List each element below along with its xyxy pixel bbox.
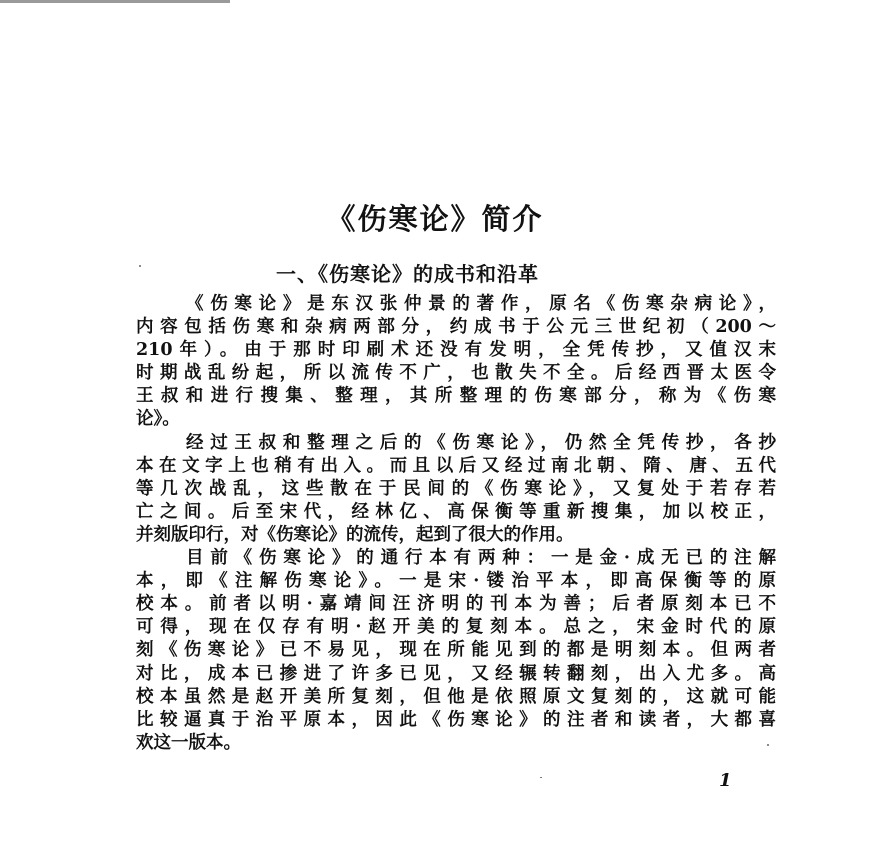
- scan-speck: [767, 744, 769, 746]
- text-line: 可得，现在仅存有明·赵开美的复刻本。总之，宋金时代的原: [136, 617, 776, 638]
- text-line: 校本虽然是赵开美所复刻，但他是依照原文复刻的，这就可能: [136, 686, 776, 707]
- body-text: [136, 293, 776, 755]
- text-line: 目前《伤寒论》的通行本有两种：一是金·成无已的注解: [186, 548, 776, 569]
- text-line: 210年）。由于那时印刷术还没有发明，全凭传抄，又值汉末: [136, 340, 776, 361]
- text-line: 论》。: [136, 409, 180, 430]
- text-line: 等几次战乱，这些散在于民间的《伤寒论》，又复处于若存若: [136, 478, 776, 499]
- page-title: 《伤寒论》简介: [326, 202, 544, 236]
- page-number: 1: [719, 770, 732, 791]
- scan-speck: [540, 777, 542, 778]
- text-line: 王叔和进行搜集、整理，其所整理的伤寒部分，称为《伤寒: [136, 386, 776, 407]
- text-line: 比较逼真于治平原本，因此《伤寒论》的注者和读者，大都喜: [136, 709, 776, 730]
- text-line: 时期战乱纷起，所以流传不广，也散失不全。后经西晋太医令: [136, 363, 776, 384]
- text-line: 欢这一版本。: [136, 732, 241, 753]
- scan-speck: [139, 265, 141, 267]
- section-heading: 一、《伤寒论》的成书和沿革: [276, 262, 539, 286]
- text-line: 经过王叔和整理之后的《伤寒论》，仍然全凭传抄，各抄: [186, 432, 776, 453]
- text-line: 本在文字上也稍有出入。而且以后又经过南北朝、隋、唐、五代: [136, 455, 776, 476]
- text-line: 并刻版印行，对《伤寒论》的流传，起到了很大的作用。: [136, 524, 574, 545]
- text-line: 《伤寒论》是东汉张仲景的著作，原名《伤寒杂病论》，: [186, 294, 776, 314]
- text-line: 亡之间。后至宋代，经林亿、高保衡等重新搜集，加以校正，: [136, 501, 776, 522]
- text-line: 刻《伤寒论》已不易见，现在所能见到的都是明刻本。但两者: [136, 640, 776, 661]
- text-line: 校本。前者以明·嘉靖间汪济明的刊本为善；后者原刻本已不: [136, 594, 776, 615]
- text-line: 本，即《注解伤寒论》。一是宋·镂治平本，即高保衡等的原: [136, 571, 776, 592]
- text-line: 内容包括伤寒和杂病两部分，约成书于公元三世纪初（200～: [136, 317, 776, 338]
- top-rule: [0, 0, 230, 3]
- text-line: 对比，成本已掺进了许多已见，又经辗转翻刻，出入尤多。高: [136, 663, 776, 684]
